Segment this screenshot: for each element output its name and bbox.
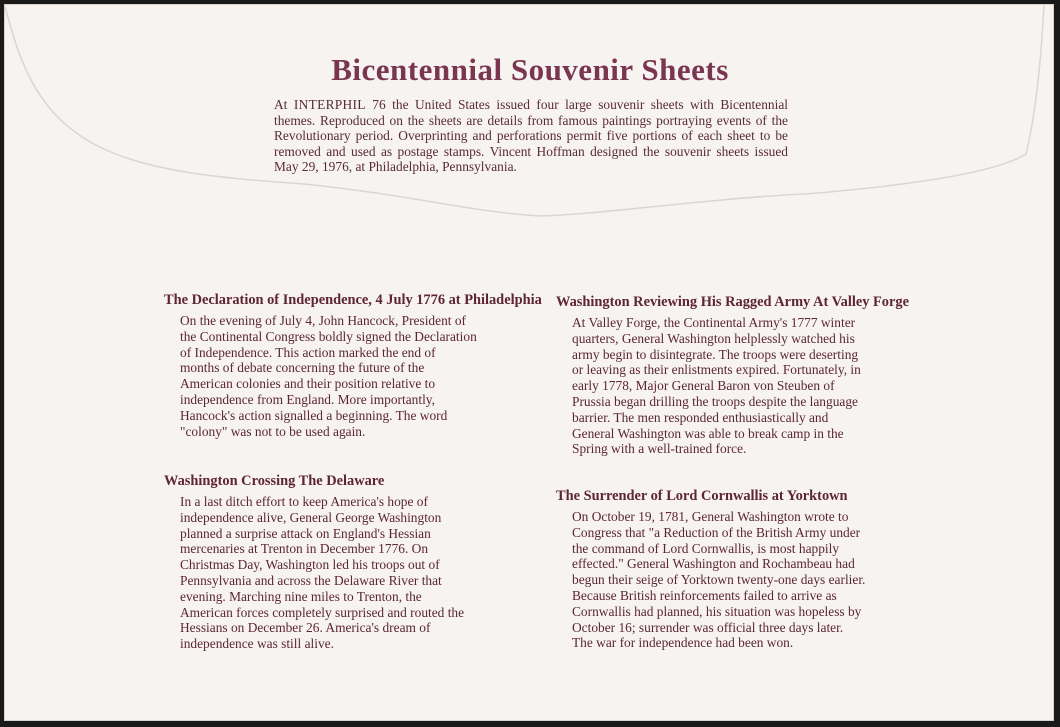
section-heading: The Declaration of Independence, 4 July 1776 at Philadelphia [164,292,542,308]
section-delaware [164,473,544,652]
section-heading: Washington Reviewing His Ragged Army At Valley Forge [556,294,909,310]
section-heading: The Surrender of Lord Cornwallis at Yorktown [556,488,848,504]
section-valley-forge [556,294,909,457]
intro-prefix: At [274,97,294,112]
section-body: On October 19, 1781, General Washington wrote to Congress that "a Reduction of the British Army under the command of Lord Cornwallis, is most happily effected." General Washington and Rochambeau had begun their seige of Yorktown twenty-one days earlier. Because British reinforcements failed to arrive as Cornwallis had planned, his situation was hopeless by October 16; surrender was official three days later. The war for independence had been won. [572,509,866,651]
section-heading: Washington Crossing The Delaware [164,473,385,489]
intro-paragraph [274,97,788,175]
section-body: At Valley Forge, the Continental Army's 1777 winter quarters, General Washington helplessly watched his army begin to disintegrate. The troops were deserting or leaving as their enlistments expired. Fortunately, in early 1778, Major General Baron von Steuben of Prussia began drilling the troops despite the language barrier. The men responded enthusiastically and General Washington was able to break camp in the Spring with a well-trained force. [572,315,861,457]
intro-event-name: INTERPHIL [293,97,366,112]
section-body: On the evening of July 4, John Hancock, President of the Continental Congress boldly signed the Declaration of Independence. This action marked the end of months of debate concerning the future of the American colonies and their position relative to independence from England. More importantly, Hancock's action signalled a beginning. The word "colony" was not to be used again. [180,313,477,439]
section-yorktown [556,488,906,651]
section-declaration [164,292,544,439]
section-body: In a last ditch effort to keep America's hope of independence alive, General George Washington planned a surprise attack on England's Hessian mercenaries at Trenton in December 1776. On Christmas Day, Washington led his troops out of Pennsylvania and across the Delaware River that evening. Marching nine miles to Trenton, the American forces completely surprised and routed the Hessians on December 26. America's dream of independence was still alive. [180,494,465,652]
page-title: Bicentennial Souvenir Sheets [331,52,729,87]
intro-body: 76 the United States issued four large souvenir sheets with Bicentennial themes. Reproduced on the sheets are details from famous paintings portraying events of the Revolutionary period. Overprinting and perforations permit five portions of each sheet to be removed and used as postage stamps. Vincent Hoffman designed the souvenir sheets issued May 29, 1976, at Philadelphia, Pennsylvania. [274,97,788,175]
